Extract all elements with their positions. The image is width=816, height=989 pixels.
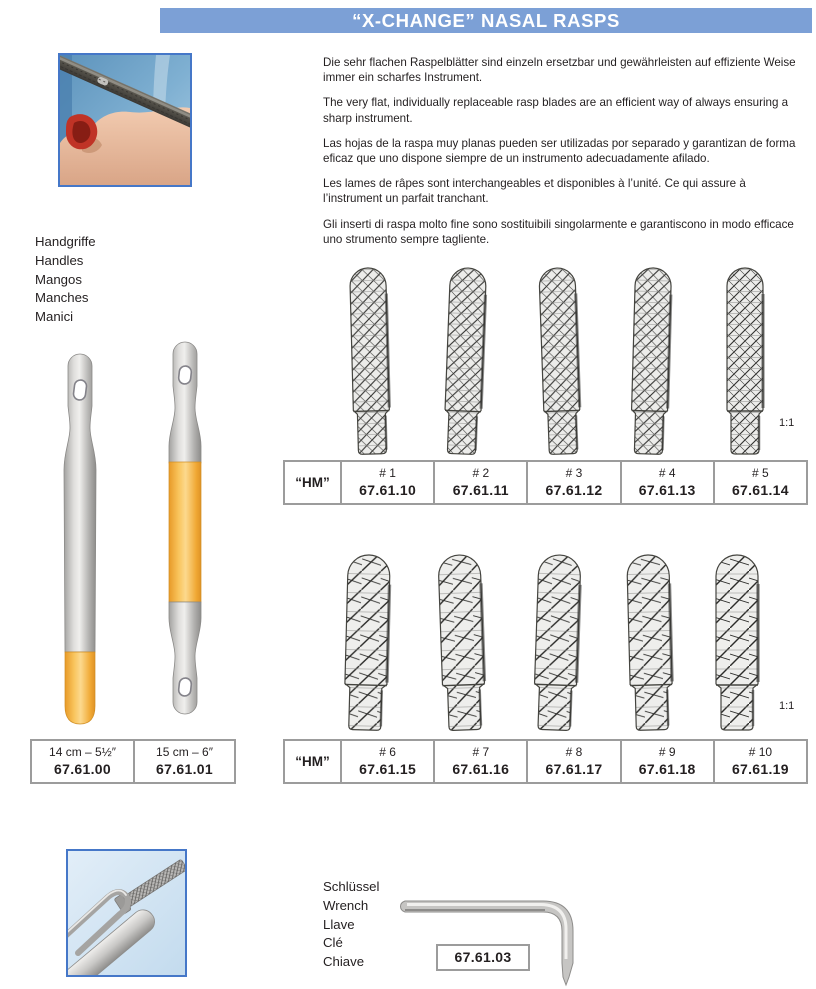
rasp-table-1 xyxy=(283,460,808,505)
material-cell: “HM” xyxy=(295,753,330,769)
intro-paragraph-es: Las hojas de la raspa muy planas pueden ser utilizadas por separado y garantizan de forma eficaz que uno dispone siempre de un instrumento adecuadamente afilado. xyxy=(323,136,796,166)
scale-label-1: 1:1 xyxy=(779,417,795,429)
rasp-table-2 xyxy=(283,739,808,784)
handle-illustration-long xyxy=(169,342,201,714)
handle-size-cell: 15 cm – 6″ 67.61.01 xyxy=(133,741,234,782)
wrench-label-it: Chiave xyxy=(323,954,365,970)
rasp-cell: # 9 67.61.18 xyxy=(620,741,713,782)
handle-illustration-short xyxy=(64,354,96,724)
handles-labels xyxy=(35,233,96,327)
handle-size-cell: 14 cm – 5½″ 67.61.00 xyxy=(49,745,116,777)
page-title: “X-CHANGE” NASAL RASPS xyxy=(160,8,812,33)
handles-label-en: Handles xyxy=(35,252,84,268)
surgery-photo-art xyxy=(60,55,190,185)
intro-paragraph-de: Die sehr flachen Raspelblätter sind einzeln ersetzbar und gewährleisten auf effiziente Weise immer ein scharfes Instrument. xyxy=(323,56,796,85)
wrench-label-fr: Clé xyxy=(323,935,343,951)
wrench-labels xyxy=(323,878,379,972)
handle-slot-hole-bottom xyxy=(178,677,192,696)
rasp-blade-7 xyxy=(438,554,486,730)
intro-text xyxy=(323,55,805,257)
rasp-blade-1 xyxy=(350,268,391,455)
rasp-cell: # 10 67.61.19 xyxy=(713,741,806,782)
rasp-blade-3 xyxy=(539,267,581,454)
rasp-cell: # 2 67.61.11 xyxy=(433,462,526,503)
rasp-cell: # 7 67.61.16 xyxy=(433,741,526,782)
handles-size-table xyxy=(30,739,236,784)
wrench-label-en: Wrench xyxy=(323,897,369,913)
handle-yellow-tip xyxy=(65,652,95,724)
wrench-photo xyxy=(66,849,187,977)
rasp-cell: # 4 67.61.13 xyxy=(620,462,713,503)
rasp-cell: # 5 67.61.14 xyxy=(713,462,806,503)
rasp-blade-4 xyxy=(630,268,671,455)
handles-label-es: Mangos xyxy=(35,271,82,287)
scale-label-2: 1:1 xyxy=(779,700,795,712)
handle-slot-hole-top xyxy=(178,365,192,384)
intro-paragraph-it: Gli inserti di raspa molto fine sono sostituibili singolarmente e garantiscono in modo efficace uno strumento sempre tagliente. xyxy=(323,217,794,246)
rasp-cell: # 6 67.61.15 xyxy=(340,741,433,782)
handles-label-it: Manici xyxy=(35,309,74,325)
wrench-label-de: Schlüssel xyxy=(323,879,380,894)
handles-label-de: Handgriffe xyxy=(35,234,96,249)
handles-label-fr: Manches xyxy=(35,290,89,306)
material-cell: “HM” xyxy=(295,474,330,490)
wrench-code-box: 67.61.03 xyxy=(436,944,530,971)
handle-slot-hole xyxy=(73,379,87,400)
intro-paragraph-fr: Les lames de râpes sont interchangeables et disponibles à l’unité. Ce qui assure à l’instrument un parfait tranchant. xyxy=(323,177,746,206)
wrench-illustration xyxy=(395,893,595,989)
handles-illustration xyxy=(40,336,255,738)
rasp-cell: # 8 67.61.17 xyxy=(526,741,619,782)
rasp-cell: # 1 67.61.10 xyxy=(340,462,433,503)
surgery-photo xyxy=(58,53,192,187)
wrench-label-es: Llave xyxy=(323,916,355,932)
rasp-blades-row-2 xyxy=(330,550,780,732)
rasp-blade-10 xyxy=(716,555,758,730)
rasp-blade-2 xyxy=(443,267,486,454)
rasp-blades-row-1 xyxy=(330,263,780,457)
rasp-blade-8 xyxy=(533,554,581,730)
rasp-cell: # 3 67.61.12 xyxy=(526,462,619,503)
intro-paragraph-en: The very flat, individually replaceable rasp blades are an efficient way of always ensuring a sharp instrument. xyxy=(323,96,789,125)
handle-yellow-grip xyxy=(169,462,201,602)
rasp-blade-5 xyxy=(727,268,763,454)
rasp-blade-6 xyxy=(344,554,391,730)
wrench-photo-art xyxy=(68,851,185,975)
rasp-blade-9 xyxy=(627,554,674,730)
